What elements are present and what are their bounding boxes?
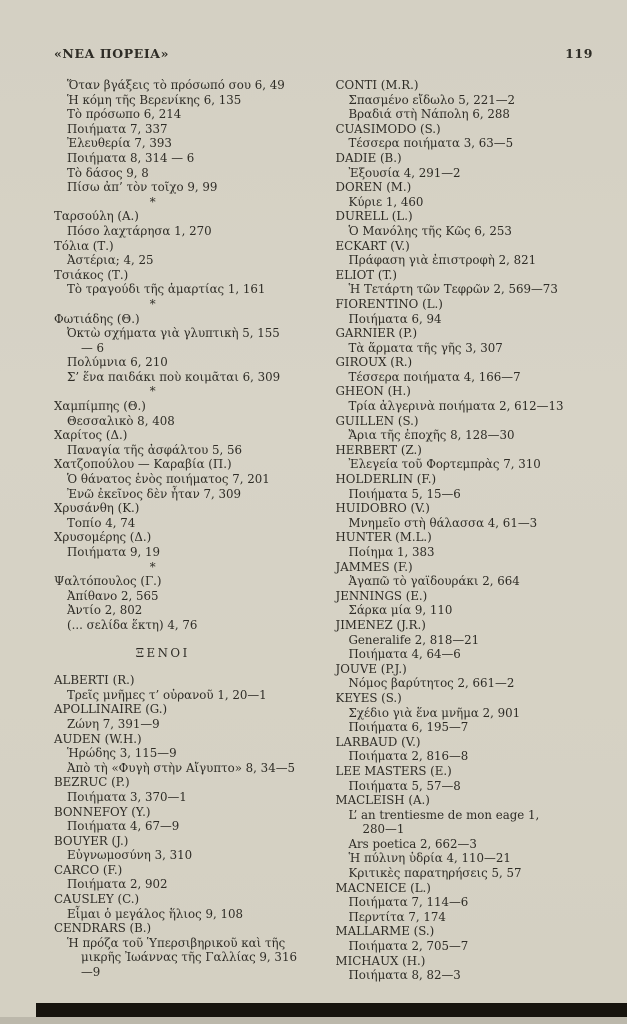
work-entry: Ποιήματα 2, 816—8 (348, 749, 469, 764)
work-entry-continuation: 280—1 (362, 822, 405, 837)
author-entry: MACLEISH (A.) (335, 793, 430, 808)
entry-separator: * (149, 559, 156, 574)
work-entry: Ἡ κόμη τῆς Βερενίκης 6, 135 (67, 92, 242, 107)
work-entry: Ποιήματα 7, 337 (67, 121, 168, 136)
work-entry: Ποιήματα 9, 19 (67, 545, 160, 559)
work-entry: Εὐγνωμοσύνη 3, 310 (67, 848, 193, 863)
author-entry: LARBAUD (V.) (335, 734, 421, 749)
work-entry: Ἄρια τῆς ἐποχῆς 8, 128—30 (348, 428, 515, 443)
work-entry: Ἐνῶ ἐκεῖνος δὲν ἦταν 7, 309 (67, 486, 242, 501)
work-entry: (... σελίδα ἕκτη) 4, 76 (67, 617, 198, 632)
author-entry: CUASIMODO (S.) (335, 121, 441, 136)
author-entry: HUIDOBRO (V.) (335, 501, 430, 516)
work-entry: Περντίτα 7, 174 (348, 909, 446, 924)
work-entry: Τέσσερα ποιήματα 3, 63—5 (348, 136, 514, 151)
author-entry: DADIE (B.) (335, 150, 402, 165)
author-entry: Φωτιάδης (Θ.) (54, 311, 140, 326)
work-entry: Πίσω ἀπ’ τὸν τοῖχο 9, 99 (67, 180, 218, 195)
author-entry: Τόλια (Τ.) (54, 238, 114, 253)
work-entry: Ἀστέρια; 4, 25 (67, 253, 154, 268)
work-entry: Μνημεῖο στὴ θάλασσα 4, 61—3 (348, 515, 538, 530)
journal-title: «ΝΕΑ ΠΟΡΕΙΑ» (54, 46, 169, 61)
author-entry: HOLDERLIN (F.) (335, 472, 437, 487)
index-columns (54, 78, 593, 983)
work-entry: Ποιήματα 4, 67—9 (67, 819, 180, 834)
work-entry: Ποιήματα 4, 64—6 (348, 647, 461, 662)
author-entry: Χρυσάνθη (Κ.) (54, 501, 140, 516)
work-entry: Ἡ πρόζα τοῦ Ὑπερσιβηρικοῦ καὶ τῆς (67, 935, 286, 950)
work-entry: Ποιήματα 7, 114—6 (348, 895, 469, 910)
page-header (54, 46, 593, 61)
author-entry: CONTI (M.R.) (335, 78, 419, 92)
author-entry: CENDRARS (B.) (54, 921, 152, 936)
author-entry: AUDEN (W.H.) (54, 731, 142, 746)
work-entry: Ἐλεγεία τοῦ Φορτεμπρὰς 7, 310 (348, 457, 541, 472)
work-entry: Νόμος βαρύτητος 2, 661—2 (348, 676, 515, 691)
author-entry: CARCO (F.) (54, 862, 123, 877)
work-entry: Τὸ δάσος 9, 8 (67, 165, 149, 180)
page-number: 119 (565, 46, 593, 61)
work-entry-continuation: μικρῆς Ἰωάννας τῆς Γαλλίας 9, 316 (81, 950, 297, 965)
work-entry: Ὀκτὼ σχήματα γιὰ γλυπτικὴ 5, 155 (67, 326, 280, 341)
work-entry: Ars poetica 2, 662—3 (348, 836, 477, 851)
author-entry: BONNEFOY (Y.) (54, 804, 151, 819)
author-entry: LEE MASTERS (E.) (335, 763, 452, 778)
work-entry: L’ an trentiesme de mon eage 1, (348, 807, 540, 822)
work-entry: Ποίημα 1, 383 (348, 545, 435, 559)
author-entry: HERBERT (Z.) (335, 442, 422, 457)
work-entry: Generalife 2, 818—21 (348, 632, 480, 647)
work-entry: Ποιήματα 2, 705—7 (348, 939, 469, 954)
work-entry: Ἡρώδης 3, 115—9 (67, 746, 177, 761)
work-entry: Ἐξουσία 4, 291—2 (348, 165, 461, 180)
work-entry: Σπασμένο εἴδωλο 5, 221—2 (348, 92, 516, 107)
work-entry: Σχέδιο γιὰ ἕνα μνῆμα 2, 901 (348, 705, 521, 720)
author-entry: JENNINGS (E.) (335, 588, 428, 603)
work-entry: Ποιήματα 2, 902 (67, 877, 168, 892)
author-entry: FIORENTINO (L.) (335, 296, 443, 311)
work-entry: Ἡ πύλινη ὑδρία 4, 110—21 (348, 851, 511, 866)
work-entry: Θεσσαλικὸ 8, 408 (67, 413, 175, 428)
author-entry: HUNTER (M.L.) (335, 530, 432, 545)
work-entry: Ἀγαπῶ τὸ γαϊδουράκι 2, 664 (348, 574, 520, 589)
work-entry: Ὅταν βγάξεις τὸ πρόσωπό σου 6, 49 (67, 78, 285, 92)
author-entry: MICHAUX (H.) (335, 953, 426, 968)
work-entry: Τὸ τραγούδι τῆς ἁμαρτίας 1, 161 (67, 282, 266, 297)
author-entry: GUILLEN (S.) (335, 413, 419, 428)
work-entry: Τὰ ἅρματα τῆς γῆς 3, 307 (348, 340, 503, 355)
section-heading: ΞΕΝΟΙ (135, 645, 190, 660)
work-entry: Ποιήματα 5, 15—6 (348, 486, 461, 501)
work-entry-continuation: —9 (81, 965, 101, 980)
author-entry: BEZRUC (P.) (54, 775, 130, 790)
author-entry: MACNEICE (L.) (335, 880, 431, 895)
work-entry: Σάρκα μία 9, 110 (348, 603, 453, 618)
author-entry: Ταρσούλη (Α.) (54, 209, 139, 224)
work-entry: Ἐλευθερία 7, 393 (67, 136, 172, 151)
entry-separator: * (149, 384, 156, 399)
author-entry: DOREN (M.) (335, 180, 412, 195)
author-entry: JIMENEZ (J.R.) (335, 617, 426, 632)
work-entry: Τέσσερα ποιήματα 4, 166—7 (348, 369, 521, 384)
author-entry: Χατζοπούλου — Καραβία (Π.) (54, 457, 232, 472)
work-entry: Εἶμαι ὁ μεγάλος ἥλιος 9, 108 (67, 906, 243, 921)
scan-edge-shadow (36, 1003, 627, 1017)
author-entry: CAUSLEY (C.) (54, 892, 140, 907)
work-entry: Ἡ Τετάρτη τῶν Τεφρῶν 2, 569—73 (348, 282, 558, 297)
author-entry: KEYES (S.) (335, 690, 402, 705)
author-entry: Χρυσομέρης (Δ.) (54, 530, 152, 545)
work-entry: Ἀντίο 2, 802 (67, 603, 143, 618)
work-entry: Πολύμνια 6, 210 (67, 355, 168, 370)
work-entry: Ὁ Μανόλης τῆς Κῶς 6, 253 (348, 223, 512, 238)
author-entry: JOUVE (P.J.) (335, 661, 407, 676)
work-entry: Ὁ θάνατος ἑνὸς ποιήματος 7, 201 (67, 472, 270, 487)
work-entry: Τρεῖς μνῆμες τ’ οὐρανοῦ 1, 20—1 (67, 687, 267, 702)
author-entry: ELIOT (T.) (335, 267, 397, 282)
work-entry: Σ’ ἕνα παιδάκι ποὺ κοιμᾶται 6, 309 (67, 369, 281, 384)
author-entry: GHEON (H.) (335, 384, 411, 399)
work-entry: Ποιήματα 8, 314 — 6 (67, 150, 195, 165)
work-entry: Τοπίο 4, 74 (67, 515, 136, 530)
work-entry: Βραδιά στὴ Νάπολη 6, 288 (348, 107, 510, 122)
author-entry: JAMMES (F.) (335, 559, 413, 574)
author-entry: Χαμπίμπης (Θ.) (54, 399, 146, 414)
work-entry: Ἀπίθανο 2, 565 (67, 588, 159, 603)
work-entry: Ποιήματα 6, 94 (348, 311, 442, 326)
work-entry: Πόσο λαχτάρησα 1, 270 (67, 223, 212, 238)
work-entry: Κριτικὲς παρατηρήσεις 5, 57 (348, 866, 522, 881)
author-entry: Χαρίτος (Δ.) (54, 428, 128, 443)
scan-edge-margin (0, 1017, 627, 1024)
work-entry: Τρία ἀλγερινὰ ποιήματα 2, 612—13 (348, 399, 564, 414)
author-entry: DURELL (L.) (335, 209, 413, 224)
author-entry: Ψαλτόπουλος (Γ.) (54, 574, 162, 589)
author-entry: MALLARME (S.) (335, 924, 435, 939)
entry-separator: * (149, 194, 156, 209)
work-entry: Πράφαση γιὰ ἐπιστροφὴ 2, 821 (348, 253, 537, 268)
author-entry: Τσιάκος (Τ.) (54, 267, 129, 282)
work-entry: Ζώνη 7, 391—9 (67, 716, 160, 731)
work-entry: Ἀπὸ τὴ «Φυγὴ στὴν Αἴγυπτο» 8, 34—5 (67, 760, 296, 775)
author-entry: ALBERTI (R.) (54, 673, 135, 688)
work-entry: Κύριε 1, 460 (348, 194, 424, 209)
author-entry: GARNIER (P.) (335, 326, 418, 341)
author-entry: ECKART (V.) (335, 238, 410, 253)
work-entry-continuation: — 6 (81, 340, 105, 355)
index-column-left (54, 78, 312, 983)
index-column-right (336, 78, 594, 983)
author-entry: GIROUX (R.) (335, 355, 413, 370)
work-entry: Τὸ πρόσωπο 6, 214 (67, 107, 182, 122)
work-entry: Ποιήματα 6, 195—7 (348, 720, 469, 735)
author-entry: APOLLINAIRE (G.) (54, 702, 168, 717)
entry-separator: * (149, 296, 156, 311)
work-entry: Ποιήματα 8, 82—3 (348, 968, 461, 983)
work-entry: Ποιήματα 3, 370—1 (67, 789, 187, 804)
work-entry: Ποιήματα 5, 57—8 (348, 778, 461, 793)
work-entry: Παναγία τῆς ἀσφάλτου 5, 56 (67, 442, 243, 457)
author-entry: BOUYER (J.) (54, 833, 129, 848)
